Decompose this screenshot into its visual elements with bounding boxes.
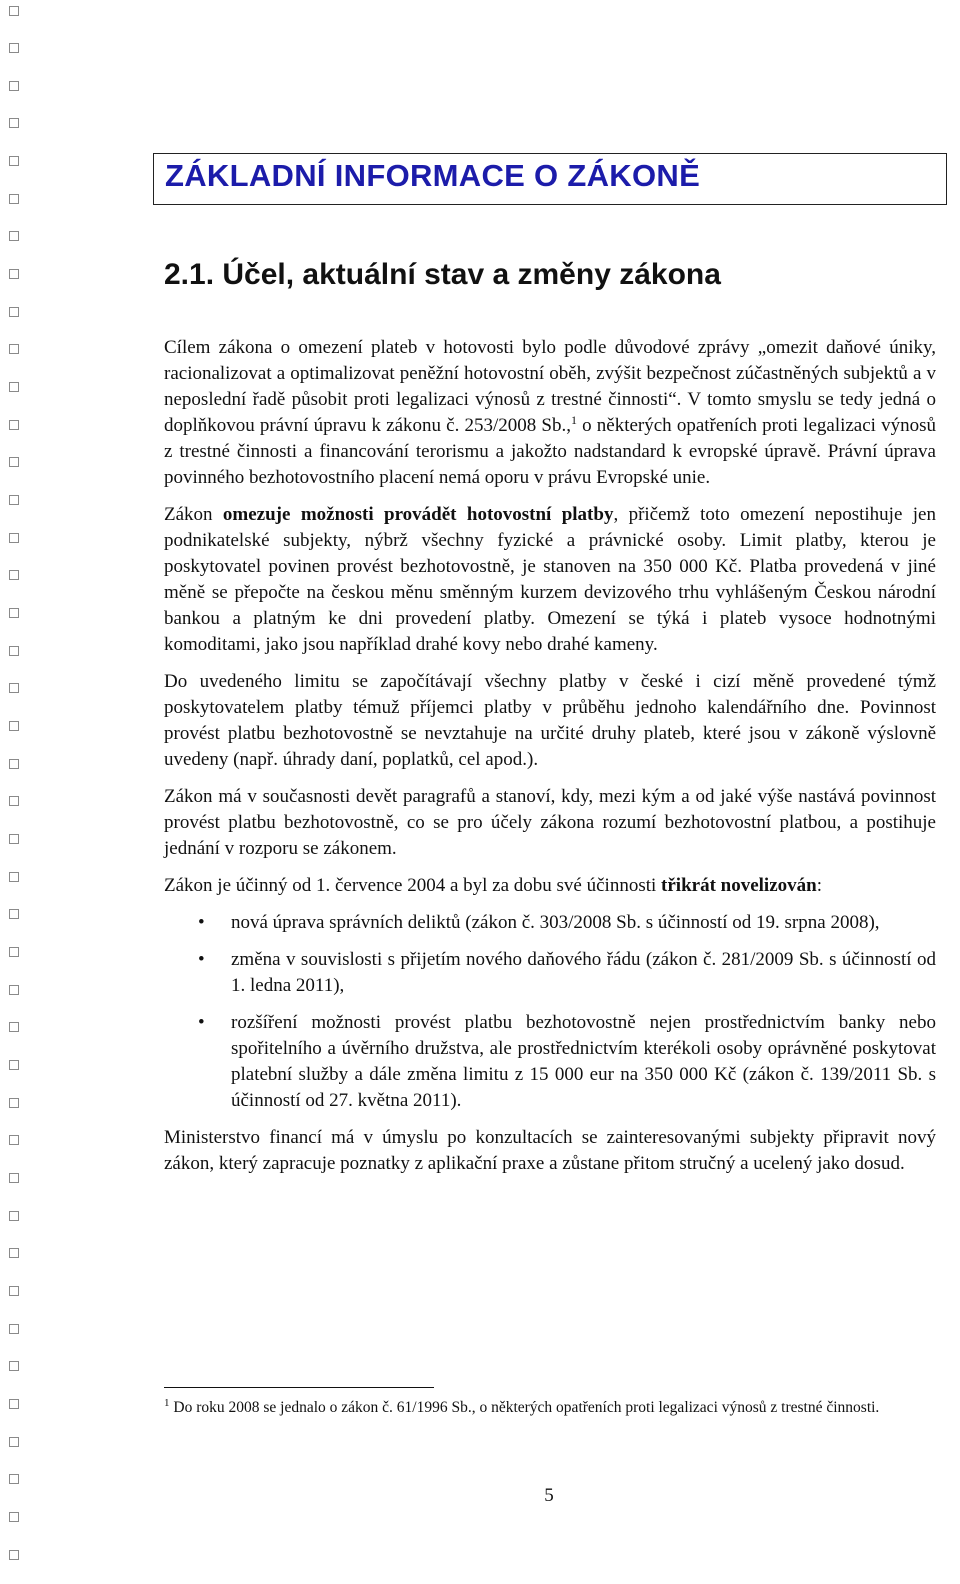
margin-checkbox[interactable] <box>9 156 19 166</box>
margin-checkbox[interactable] <box>9 1173 19 1183</box>
amendments-list <box>164 910 936 1114</box>
margin-checkbox[interactable] <box>9 1248 19 1258</box>
margin-checkbox[interactable] <box>9 759 19 769</box>
list-item-text: změna v souvislosti s přijetím nového daňového řádu (zákon č. 281/2009 Sb. s účinností od 1. ledna 2011), <box>231 949 936 996</box>
footnote <box>164 1397 904 1419</box>
paragraph-outlook: Ministerstvo financí má v úmyslu po konzultacích se zainteresovanými subjekty připravit nový zákon, který zapracuje poznatky z aplikační praxe a zůstane přitom stručný a ucelený jako dosud. <box>164 1127 936 1174</box>
margin-checkbox[interactable] <box>9 1474 19 1484</box>
margin-checkbox[interactable] <box>9 307 19 317</box>
margin-checkbox[interactable] <box>9 834 19 844</box>
margin-checkbox[interactable] <box>9 6 19 16</box>
paragraph-text: o některých opatřeních proti legalizaci výnosů z trestné činnosti a financování terorismu a jakožto nadstandard k evropské úpravě. Právní úprava povinného bezhotovostního placení nemá oporu v právu Evropské unie. <box>164 415 936 488</box>
document-body <box>164 335 936 1188</box>
chapter-title: ZÁKLADNÍ INFORMACE O ZÁKONĚ <box>165 158 701 193</box>
margin-checkbox[interactable] <box>9 570 19 580</box>
margin-checkbox[interactable] <box>9 194 19 204</box>
paragraph-structure: Zákon má v současnosti devět paragrafů a stanoví, kdy, mezi kým a od jaké výše nastává povinnost provést platbu bezhotovostně, co se pro účely zákona rozumí bezhotovostní platbou, a postihuje jednání v rozporu se zákonem. <box>164 786 936 859</box>
margin-checkbox[interactable] <box>9 118 19 128</box>
margin-checkbox-column <box>0 0 30 1584</box>
margin-checkbox[interactable] <box>9 683 19 693</box>
margin-checkbox[interactable] <box>9 1022 19 1032</box>
margin-checkbox[interactable] <box>9 533 19 543</box>
margin-checkbox[interactable] <box>9 1512 19 1522</box>
margin-checkbox[interactable] <box>9 1098 19 1108</box>
margin-checkbox[interactable] <box>9 231 19 241</box>
margin-checkbox[interactable] <box>9 269 19 279</box>
margin-checkbox[interactable] <box>9 344 19 354</box>
list-item-text: rozšíření možnosti provést platbu bezhotovostně nejen prostřednictvím banky nebo spořitelního a úvěrního družstva, ale prostřednictvím kterékoli osoby oprávněné poskytovat platební služby a dále změna limitu z 15 000 eur na 350 000 Kč (zákon č. 139/2011 Sb. s účinností od 27. května 2011). <box>231 1012 936 1111</box>
margin-checkbox[interactable] <box>9 1361 19 1371</box>
margin-checkbox[interactable] <box>9 81 19 91</box>
margin-checkbox[interactable] <box>9 420 19 430</box>
margin-checkbox[interactable] <box>9 1399 19 1409</box>
footnote-separator <box>164 1387 434 1388</box>
margin-checkbox[interactable] <box>9 947 19 957</box>
footnote-text: Do roku 2008 se jednalo o zákon č. 61/1996 Sb., o některých opatřeních proti legalizaci výnosů z trestné činnosti. <box>169 1399 880 1416</box>
margin-checkbox[interactable] <box>9 608 19 618</box>
list-item-text: nová úprava správních deliktů (zákon č. 303/2008 Sb. s účinností od 19. srpna 2008), <box>231 912 880 933</box>
margin-checkbox[interactable] <box>9 796 19 806</box>
margin-checkbox[interactable] <box>9 1211 19 1221</box>
margin-checkbox[interactable] <box>9 1437 19 1447</box>
chapter-title-box <box>153 153 947 205</box>
list-item <box>164 947 936 999</box>
margin-checkbox[interactable] <box>9 721 19 731</box>
paragraph-text: : <box>816 875 822 896</box>
list-item <box>164 910 936 936</box>
margin-checkbox[interactable] <box>9 1324 19 1334</box>
margin-checkbox[interactable] <box>9 1550 19 1560</box>
paragraph-text: Cílem zákona o omezení plateb v hotovosti bylo podle důvodové zprávy „omezit daňové úniky, racionalizovat a optimalizovat peněžní hotovostní oběh, zvýšit bezpečnost zúčastněných subjektů a v neposlední řadě působit proti legalizaci výnosů z trestné činnosti“. V tomto smyslu se tedy jedná o doplňkovou právní úpravu k zákonu č. 253/2008 Sb., <box>164 337 936 436</box>
paragraph-text: , přičemž toto omezení nepostihuje jen podnikatelské subjekty, nýbrž všechny fyzické a právnické osoby. Limit platby, kterou je poskytovatel povinen provést bezhotovostně, je stanoven na 350 000 Kč. Platba provedená v jiné měně se přepočte na českou měnu směnným kurzem devizového trhu vyhlášeným Českou národní bankou a platným ke dni provedení platby. Omezení se týká i plateb vysoce hodnotnými komoditami, jako jsou například drahé kovy nebo drahé kameny. <box>164 504 936 655</box>
bullet-icon: • <box>198 912 205 933</box>
paragraph-limit <box>164 502 936 658</box>
bold-phrase: třikrát novelizován <box>661 875 817 896</box>
paragraph-counting: Do uvedeného limitu se započítávají všechny platby v české i cizí měně provedené týmž poskytovatelem platby témuž příjemci platby v průběhu jednoho kalendářního dne. Povinnost provést platbu bezhotovostně se nevztahuje na určité druhy plateb, které jsou v zákoně výslovně uvedeny (např. úhrady daní, poplatků, cel apod.). <box>164 671 936 770</box>
margin-checkbox[interactable] <box>9 909 19 919</box>
margin-checkbox[interactable] <box>9 43 19 53</box>
margin-checkbox[interactable] <box>9 495 19 505</box>
footnote-reference[interactable]: 1 <box>570 413 577 427</box>
page-number: 5 <box>544 1485 554 1506</box>
paragraph-purpose <box>164 335 936 491</box>
margin-checkbox[interactable] <box>9 646 19 656</box>
margin-checkbox[interactable] <box>9 872 19 882</box>
paragraph-text: Zákon <box>164 504 223 525</box>
paragraph-text: Zákon je účinný od 1. července 2004 a byl za dobu své účinnosti <box>164 875 662 896</box>
margin-checkbox[interactable] <box>9 1060 19 1070</box>
footnote-mark: 1 <box>164 1397 170 1409</box>
paragraph-amendments <box>164 873 936 899</box>
section-heading: 2.1. Účel, aktuální stav a změny zákona <box>164 258 721 291</box>
margin-checkbox[interactable] <box>9 1135 19 1145</box>
margin-checkbox[interactable] <box>9 1286 19 1296</box>
margin-checkbox[interactable] <box>9 985 19 995</box>
bullet-icon: • <box>198 1012 205 1033</box>
bold-phrase: omezuje možnosti provádět hotovostní platby <box>222 504 614 525</box>
margin-checkbox[interactable] <box>9 382 19 392</box>
bullet-icon: • <box>198 949 205 970</box>
list-item <box>164 1010 936 1114</box>
margin-checkbox[interactable] <box>9 457 19 467</box>
